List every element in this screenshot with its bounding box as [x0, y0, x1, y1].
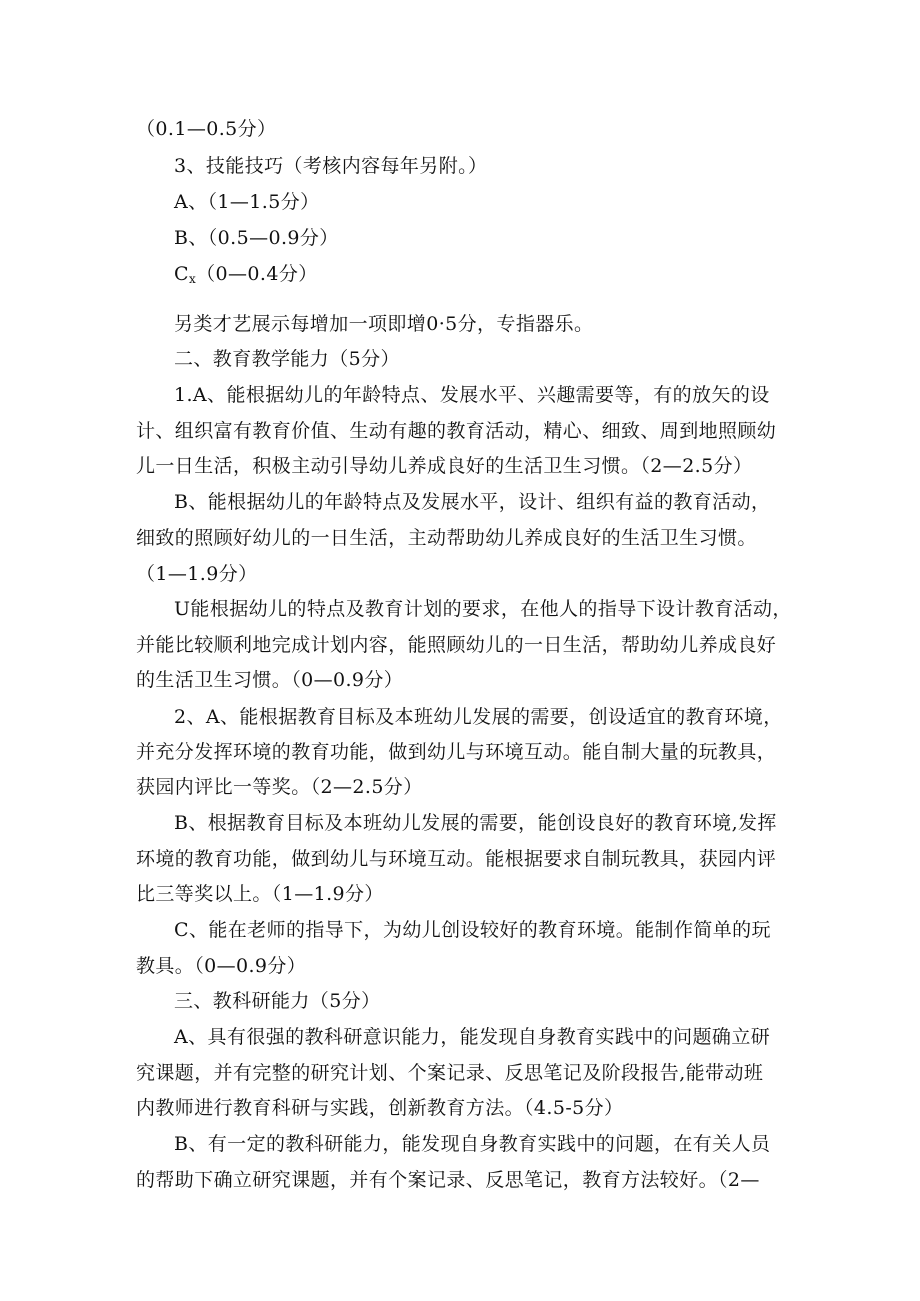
text-line: （0.1—0.5分）: [136, 118, 277, 140]
text-line: 环境的教育功能，做到幼儿与环境互动。能根据要求自制玩教具，获园内评: [136, 848, 777, 870]
text-line: B、根据教育目标及本班幼儿发展的需要，能创设良好的教育环境,发挥: [174, 812, 777, 834]
text-line: 1.A、能根据幼儿的年龄特点、发展水平、兴趣需要等，有的放矢的设: [174, 384, 770, 406]
text-line: 的生活卫生习惯。（0—0.9分）: [136, 669, 404, 691]
text-line: A、（1—1.5分）: [174, 191, 320, 213]
text-line: 计、组织富有教育价值、生动有趣的教育活动，精心、细致、周到地照顾幼: [136, 420, 777, 442]
text-line: 3、技能技巧（考核内容每年另附。）: [174, 155, 488, 177]
text-line: B、（0.5—0.9分）: [174, 227, 339, 249]
text-line: 细致的照顾好幼儿的一日生活，主动帮助幼儿养成良好的生活卫生习惯。: [136, 527, 757, 549]
text-line: 比三等奖以上。（1—1.9分）: [136, 883, 384, 905]
text-line: B、能根据幼儿的年龄特点及发展水平，设计、组织有益的教育活动，: [174, 491, 771, 513]
text-line: 教具。（0—0.9分）: [136, 955, 307, 977]
text-line: C、能在老师的指导下，为幼儿创设较好的教育环境。能制作简单的玩: [174, 919, 771, 941]
text-line: 的帮助下确立研究课题，并有个案记录、反思笔记，教育方法较好。（2—: [136, 1169, 760, 1191]
text-line: A、具有很强的教科研意识能力，能发现自身教育实践中的问题确立研: [174, 1026, 771, 1048]
text-line: 获园内评比一等奖。（2—2.5分）: [136, 776, 423, 798]
text-fragment: （0—0.4分）: [196, 263, 318, 285]
text-line: [174, 260, 318, 293]
text-line: B、有一定的教科研能力，能发现自身教育实践中的问题，在有关人员: [174, 1133, 771, 1155]
section-heading: 三、教科研能力（5分）: [174, 990, 381, 1012]
text-line: 儿一日生活，积极主动引导幼儿养成良好的生活卫生习惯。（2—2.5分）: [136, 455, 753, 477]
text-line: 内教师进行教育科研与实践，创新教育方法。（4.5-5分）: [136, 1097, 624, 1119]
section-heading: 二、教育教学能力（5分）: [174, 348, 400, 370]
text-line: 2、A、能根据教育目标及本班幼儿发展的需要，创设适宜的教育环境，: [174, 706, 783, 728]
text-line: 并充分发挥环境的教育功能，做到幼儿与环境互动。能自制大量的玩教具，: [136, 741, 777, 763]
text-line: U能根据幼儿的特点及教育计划的要求，在他人的指导下设计教育活动，: [174, 598, 792, 620]
subscript: x: [188, 272, 197, 286]
text-line: 究课题，并有完整的研究计划、个案记录、反思笔记及阶段报告,能带动班: [136, 1062, 764, 1084]
text-line: （1—1.9分）: [136, 563, 258, 585]
text-line: 并能比较顺利地完成计划内容，能照顾幼儿的一日生活，帮助幼儿养成良好: [136, 634, 777, 656]
text-fragment: C: [174, 263, 189, 285]
text-line: 另类才艺展示每增加一项即增0·5分，专指器乐。: [174, 313, 594, 335]
